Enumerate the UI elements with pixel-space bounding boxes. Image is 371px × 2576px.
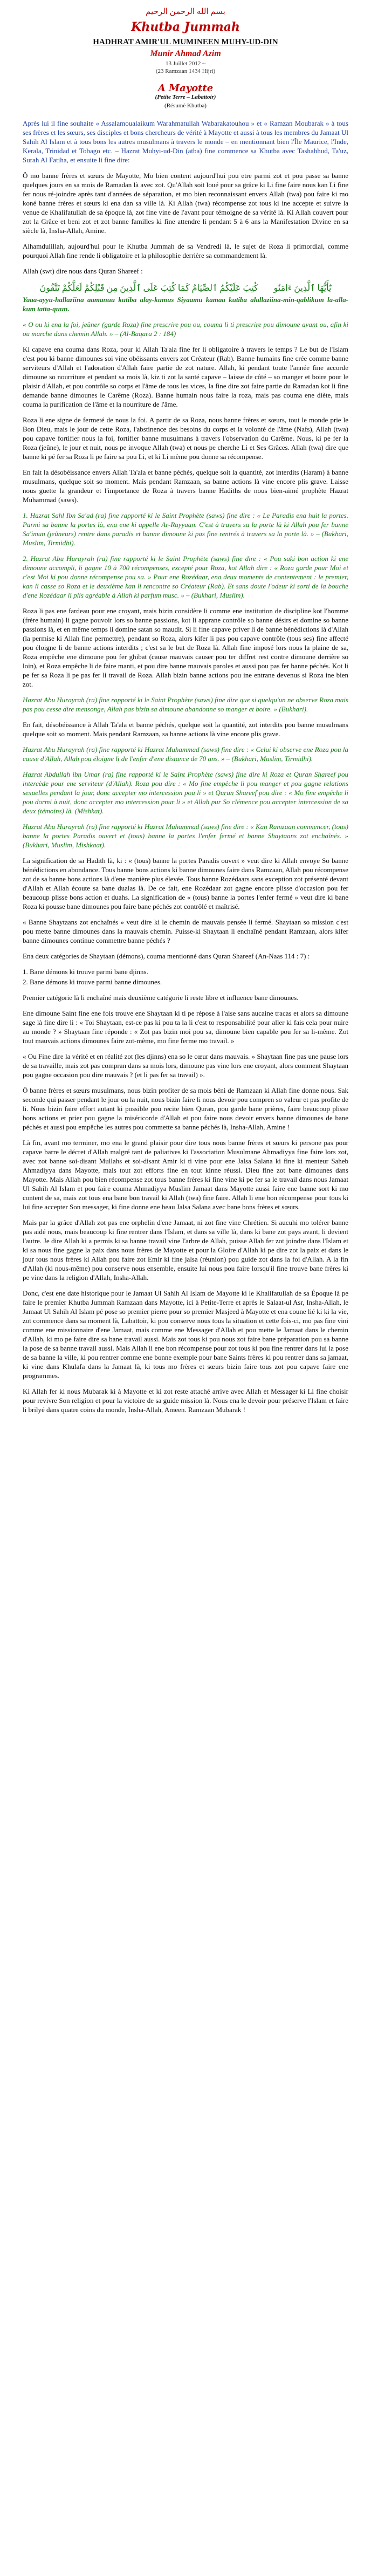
list-item: 2. Bane démons ki trouve parmi banne dimounes. <box>23 978 162 986</box>
arabic-verse: يَٰٓأَيُّهَا ٱلَّذِينَ ءَامَنُوا۟ كُتِبَ عَلَيْكُمُ ٱلصِّيَامُ كَمَا كُتِبَ عَلَى ٱلَّذِينَ مِن قَبْلِكُمْ لَعَلَّكُمْ تَتَّقُونَ <box>39 284 332 293</box>
location: A Mayotte <box>157 83 214 94</box>
hadith: Hazrat Abu Hurayrah (ra) fine rapporté ki Hazrat Muhammad (saws) fine dire : « Kan Ramzaan commencer, (tous) banne la portes Paradis ouvert et (tous) banne la portes l'enfer fermé et banne Shaytaans zot enchaînés. » (Bukhari, Muslim, Mishkaat). <box>23 823 348 849</box>
author: Munir Ahmad Azim <box>150 49 221 58</box>
paragraph: Ô mo banne frères et sœurs de Mayotte, Mo bien content aujourd'hui pou etre parmi zot et pou passe sa banne quelques jours en sa mois de Ramadan là avec zot. Qu'Allah soit loué pour sa grâce ki Li fine faire nous kan Li fine fer nous ré-joindre après tant d'années de séparation, et mo bien reconnaissant envers Allah (twa) pou faire ki mo koné banne frères et sœurs ki ena dan sa ville là. Ki Allah (twa) récompense zot tous ki ine accepte et suivre la venue de Khalifatullah de sa époque là, zot fine vine de l'avant pour témoigne de sa vérité là. Ki Allah couvert pour zot la Grâce et beni zot et zot banne familles ki fine attendre li pendant 5 à 6 ans la Manifestation Divine en sa siècle là, Insha-Allah, Amine. <box>23 172 348 235</box>
paragraph: Alhamdulillah, aujourd'hui pour le Khutba Jummah de sa Vendredi là, le sujet de Roza li primordial, comme pourquoi Allah fine rende li obligatoire et la philosophie derrière sa commandement là. <box>23 242 348 259</box>
hadith: 2. Hazrat Abu Hurayrah (ra) fine rapporté ki le Saint Prophète (saws) fine dire : « Pou saki bon action ki ene dimoune accompli, li gagne 10 à 700 récompenses, excepté pour Roza, kot Allah dire : « Roza garde pour Moi et c'est Moi ki pou donne récompense pou sa. » Pour ene Rozédaar, ena deux moments de contentement : le premier, kan li casse so Roza et le deuxième kan li rencontre so Créateur (Rab). Et sans doute l'odeur ki sorti de la bouche d'ene Rozédaar li plis agréable à Allah ki parfum musc. » – (Bukhari, Muslim). <box>23 554 348 599</box>
hadith: Hazrat Abu Hurayrah (ra) fine rapporté ki Hazrat Muhammad (saws) fine dire : « Celui ki observe ene Roza pou la cause d'Allah, Allah pou éloigne li de l'enfer d'ene distance de 70 ans. » – (Bukhari, Muslim, Tirmidhi). <box>23 745 348 763</box>
page-title: Khutba Jummah <box>131 20 240 34</box>
hadith: 1. Hazrat Sahl Ibn Sa'ad (ra) fine rapporté ki le Saint Prophète (saws) fine dire : « Le Paradis ena huit la portes. Parmi sa banne la portes là, ena ene ki appelle Ar-Rayyaan. C'est à travers sa la porte là ki Allah pou fer banne Sa'imun (jeûneurs) rentre dans paradis et banne dimoune ki pas fine rentrés à travers sa la porte là. » – (Bukhari, Muslim, Tirmidhi). <box>23 511 348 547</box>
subtitle: HADHRAT AMIR'UL MUMINEEN MUHY-UD-DIN <box>93 38 278 46</box>
paragraph: Ki capave ena couma dans Roza, pour ki Allah Ta'ala fine fer li obligatoire à travers le temps ? Le but de l'Islam c'est pou ki banne dimounes soi vine obéissants envers zot Créateur (Rab). Banne humains fine crée comme banne serviteurs d'Allah et l'adoration d'Allah faire partie de zot nature. Allah, ki pendant toute l'année fine accorde dimoune so nourriture et pendant sa mois là, kiz ti zot la santé capave – laisse de côté – so manger et boire pour le plaisir d'Allah, et pou contrôle so corps et l'âme de tous les vices, la fine dire zot faire partie du Ramadan kot li fine demande banne dimounes le Carême (Roza). Banne humain nous faire la roza, mais pas couma ene diète, mais couma la purification de l'âme et la nourriture de l'âme. <box>23 345 348 408</box>
paragraph: Ene dimoune Saint fine ene fois trouve ene Shaytaan ki ti pe répose à l'aise sans aucaine tracas et alors sa dimoune sage là fine dire li : « Toi Shaytaan, est-ce pas ki pou ta la li c'est to responsabilité pour aller ki fais cela pour nuire au monde ? » Shaytaan fine réponde : « Zot pas bizin moi pou sa, dimoune bien capable pou fer sa li-même. Zot tout mauvais actions dimounes faire zot-même, mo fine ferme mo travail. » <box>23 1009 348 1045</box>
paragraph: Là fin, avant mo terminer, mo ena le grand plaisir pour dire tous nous banne frères et sœurs ki persone pas pour capave barre le décret d'Allah malgré tant de paliatives ki l'association Musulmane Ahmadiyya fine faire lors zot, avec zot banne soi-disant Mullahs et soi-disant Amir ki ti vine pour ene Jalsa Salana ki fine ki menteur Saheb Ahmadiyya dans Mayotte, mais tout zot efforts fine en tout kinne réussi. Dieu fine zot bane dimounes dans Mayotte. Mais Allah pou bien récompense zot tous banne frères ki fine vine ki pe fer sa le travail dans nous Jamaat Ul Sahih Al Islam et pou faire couma Ahmadiyya Muslim Jamaat dans Mayotte aussi faire ene banne sort ki mo content de sa, mais zot tous ena bane bon travail ki Allah (twa) fine faire. Allah li ene bon récompense pour tous ki lui fine accepter Son messager, ki fine donne ene beau Jalsa Salana avec bane bons frères et sœurs. <box>23 1139 348 1211</box>
list-item: 1. Bane démons ki trouve parmi bane djinns. <box>23 968 148 976</box>
paragraph: Roza li ene signe de fermeté de nous la foi. A partir de sa Roza, nous banne frères et sœurs, tout le monde prie le Bon Dieu, mais le jour de cette Roza, l'abstinence des besoins du corps et la volonté de l'âme (Nafs), Allah (twa) pou capave fortifier nous la foi, fortifier banne musulmans à travers l'observation du Carême. Nous, ki pe fer la Roza (jeûne), le jour et nuit, nous pe invoque Allah (twa) et nous pe cherche Li et Ses Grâces. Allah (twa) dire que banne ki pé fer sa Roza li pe faire sa pou Li, et ki Li même pou donne sa récompense. <box>23 416 348 461</box>
paragraph: Donc, c'est ene date historique pour le Jamaat Ul Sahih Al Islam de Mayotte ki le Khalifatullah de sa Époque là pe faire le premier Khutba Jummah Ramzaan dans Mayotte, ici à Petite-Terre et après le Salaat-ul Asr, Insha-Allah, le Jamaat Ul Sahih Al Islam pé pose so premier pierre pour so premier Masjeed à Mayotte et ena coune lié ki ki la vie, zot commence dans sa moment là, Labattoir, ki pou conserve nous tous la situation et cette fois-ci, mo pas fine vini comme ene missionnaire d'ene Jamaat, mais comme ene Messager d'Allah et pou mette le Jamaat dans le chemin d'Allah, ki mo pe faire dire sa bane travail aussi. Mais zot tous ki pou nous zot faire bane préparation pou sa banne la pose de sa banne travail aussi. Mais Allah li ene bon récompense pour zot tous ki pou fine rentrer dans lui la pose de sa banne la ville, ki pou rentrer comme ene bonne exemple pour bane Saints frères ki pou rentrer dans sa jamaat, ki vine dans Khulafa dans la Jamaat là, ki tous mo frères et sœurs bizin faire tous zot pou capave faire ene programmes. <box>23 1289 348 1380</box>
transliteration: Yaaa-ayyu-hallaziina aamanuu kutiba alay-kumus Siyaamu kamaa kutiba alallaziina-min-qablikum la-alla-kum tatta-quun. <box>23 296 348 313</box>
paragraph: Roza li pas ene fardeau pour ene croyant, mais bizin considère li comme ene institution de discipline kot l'homme (frère humain) li gagne pouvoir lors so banne passions, kot li apprane contrôle so banne désirs et domine so banne passions là, et en même temps li domine satan so maudit. Si li fine capave priver li de banne bénédictions là d'Allah (la permise ki Allah fine permettre), pendant so Roza, alors kifer li pas pou capave contrôle (tous ses) fine affecté pou éloigne li de banne actions interdits ; c'est sa le but de Roza là. Allah fine imposé lors nous la plaine de sa, Roza empêche ene dimoune pou fer ghibat (cause mauvais causer pou ter diffret rest contre dimoune derrière so loin), et Roza empêche li de faire manti, et pou dire banne mauvais paroles et aussi pou pas fer banne péchés. Kot li pe fer sa Roza li pe pas fer li travail de Roza. Allah bizin banne actions pou ine entrane devenus si Roza ine bien zot. <box>23 607 348 688</box>
date-line-2: (23 Ramzaan 1434 Hijri) <box>155 68 216 74</box>
date-line-1: 13 Juillet 2012 ~ <box>165 60 206 67</box>
paragraph: La signification de sa Hadith là, ki : « (tous) banne la portes Paradis ouvert » veut dire ki Allah envoye So banne bénédictions en abondance. Tous banne bons actions ki banne dimounes faire dans Ramzaan, Allah pou récompense zot de sa banne bons actions là d'ene manière plus élevée. Tous banne Rozédaars sans exception zot présenté devant d'Allah et Allah écoute sa bane dualas là. De ce fait, ene Rozédaar zot gagne encore plisse d'occasion pou fer beaucoup plisse bons action et duahs. La signification de « (tous) banne la portes l'enfer fermé » veut dire ki bane Roza ki pousse bane dimounes pou faire bane péchés zot contrôlé et maîtrisé. <box>23 857 348 910</box>
translation: « O ou ki ena la foi, jeûner (garde Roza) fine prescrire pou ou, couma li ti prescrire pou dimoune avant ou, afin ki ou marche dans chemin Allah. » – (Al-Baqara 2 : 184) <box>23 320 348 338</box>
hadith: Hazrat Abdullah ibn Umar (ra) fine rapporté ki le Saint Prophète (saws) fine dire ki Roza et Quran Shareef pou intercède pour ene serviteur (d'Allah). Roza pou dire : « Mo fine empêche li pou manger et pou gagne relations sexuelles pendant la jour, donc accepter mo intercession pou li » et Quran Shareef pou dire : « Mo fine empêche li pou dormi à nuit, donc accepter mo intercession pour li » et Allah pur So clémence pou accepter intercession de sa deux (témoins) là. (Mishkat). <box>23 770 348 815</box>
paragraph: « Banne Shaytaans zot enchaînés » veut dire ki le chemin de mauvais pensée li fermé. Shaytaan so mission c'est pou mette banne dimounes dans la mauvais chemin. Puisse-ki Shaytaan li enchaîné pendant Ramzaan, alors kifer banne dimounes continue commettre banne péchés ? <box>23 918 348 944</box>
paragraph: Mais par la grâce d'Allah zot pas ene orphelin d'ene Jamaat, ni zot fine vine Chrétien. Si aucuhi mo tolérer banne pas aidé nous, mais beaucoup ki fine rentrer dans l'Islam, et dans sa ville là, dans ki bane zot pays avant, li devient l'autre. Je dire Allah ki a permis ki sa banne travail vine l'arbre de Allah, puisse Allah fer zot joindre dans l'Islam et ki sa nous fine gagne la paix dans nous frères de Mayotte et pour la Gloire d'Allah ki pe dire zot la paix et dans le jour tous nous frères ki Allah pou faire zot Emir ki fine jalsa (réunion) pou guide zot dans la foi d'Allah. A la fin d'Allah (ki nous-même) pou conserve nous ensemble, ensuite lui nous pou faire lorsqu'il fine trouve bane frères ki pe vine dans la religion d'Allah, Insha-Allah. <box>23 1218 348 1282</box>
paragraph-intro: Après lui il fine souhaite « Assalamoualaikum Warahmatullah Wabarakatouhou » et « Ramzan Moubarak » à tous ses frères et les sœurs, ses disciples et bons chercheurs de vérité à Mayotte et aussi à tous les membres du Jamaat Ul Sahih Al Islam et à tous bons les autres musulmans à travers le monde – en mentionnant bien l'Île Maurice, l'Inde, Kerala, Trinidad et Tobago etc. – Hazrat Muhyi-ud-Din (atba) fine commence sa Khutba avec Tashahhud, Ta'uz, Surah Al Fatiha, et ensuite li fine dire: <box>23 119 348 164</box>
paragraph-closing: Ki Allah fer ki nous Mubarak ki à Mayotte et ki zot reste attaché arrive avec Allah et Messager ki Li fine choisir pour revivre Son religion et pour la victoire de sa guide mission là. Nous ena le devoir pour préserve l'Islam et faire li brilyé dans quatre coins du monde, Insha-Allah, Ameen. Ramzaan Mubarak ! <box>23 1387 348 1414</box>
location-sub: (Petite Terre – Labattoir) <box>155 94 216 100</box>
paragraph: Ena deux catégories de Shaytaan (démons), couma mentionné dans Quran Shareef (An-Naas 114 : 7) : <box>23 952 310 960</box>
paragraph: Allah (swt) dire nous dans Quran Shareef : <box>23 267 143 275</box>
paragraph: « Ou Fine dire la vérité et en réalité zot (les djinns) ena so le cœur dans mauvais. » Shaytaan fine pas une pause lors de sa travaille, mais zot pas compran dans sa mois lors, dimoune pas vine lors ene croyant, alors comment Shaytaan pou gagne occasion pou dire mauvais ? (et li pas fer sa travail) ». <box>23 1052 348 1079</box>
paragraph: En fait, désobéissance à Allah Ta'ala et banne péchés, quelque soit la quantité, zot interdits pou banne musulmans quelque soit so moment. Mais pendant Ramzaan, sa banne actions là vine encore plis grave. <box>23 721 348 738</box>
paragraph: Premier catégorie là li enchaîné mais deuxième catégorie li reste libre et influence bane dimounes. <box>23 994 299 1002</box>
hadith: Hazrat Abu Hurayrah (ra) fine rapporté ki le Saint Prophète (saws) fine dire que si quelqu'un ne observe Roza mais pas pou cesse dire mensonge, Allah pas bizin sa dimoune abandonne so manger et boire. » (Bukhari). <box>23 696 348 713</box>
paragraph: Ô banne frères et sœurs musulmans, nous bizin profiter de sa mois béni de Ramzaan ki Allah fine donne nous. Sak seconde qui passer pendant le jour ou la nuit, nous bizin faire li nous devoir pou compren so valeur et pas profite de li. Nous bizin faire effort autant ki possible pou recite bien Quran, pou garde bane prières, faire beaucoup plisse bons actions et prier pou gagne la miséricorde d'Allah et pou faire nous devoir envers banne dimounes de bane péchés et aussi pou empêche les autres pou commette sa banne péchés là, Insha-Allah, Amine ! <box>23 1086 348 1131</box>
paragraph: En fait la désobéissance envers Allah Ta'ala et banne péchés, quelque soit la quantité, zot interdits (Haram) à banne musulmans, quelque soit so moment. Mais pendant Ramzaan, sa banne actions là vine encore plis grave. Laisse nous guette la grandeur et l'importance de Roza à travers banne Hadiths de nous bien-aimé prophète Hazrat Muhammad (saws). <box>23 468 348 504</box>
bismillah: بسم الله الرحمن الرحيم <box>146 8 225 16</box>
resume-label: (Résumé Khutba) <box>164 102 207 109</box>
